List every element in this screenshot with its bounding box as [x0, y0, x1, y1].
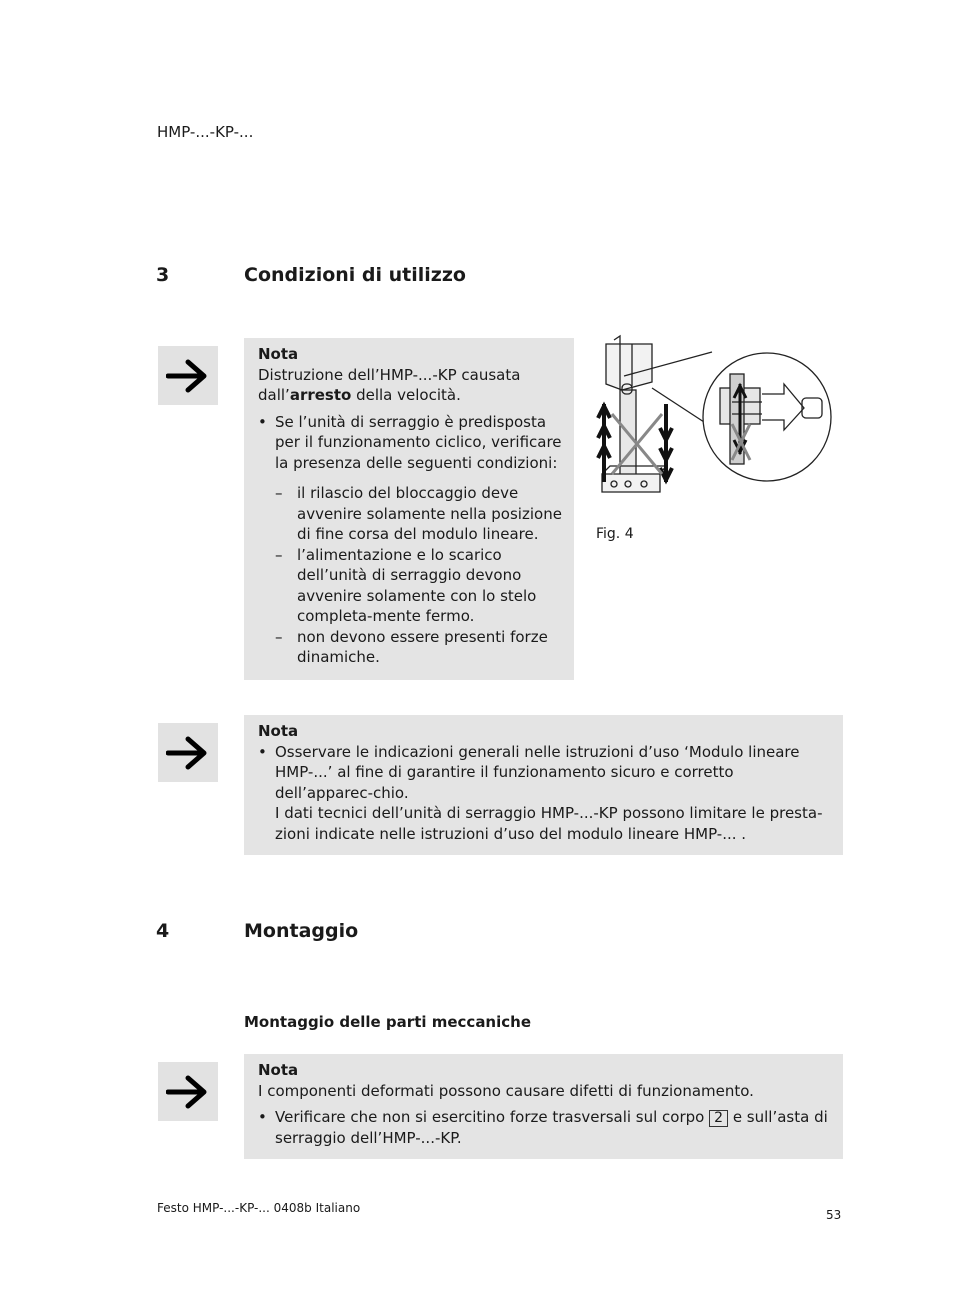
dash-list — [258, 483, 564, 668]
note-text: I dati tecnici dell’unità di serraggio HMP-...-KP possono limitare le presta-zioni indicate nelle istruzioni d’uso del modulo lineare HMP-... . — [275, 804, 823, 843]
note-text: • Osservare le indicazioni generali nelle istruzioni d’uso ‘Modulo lineare HMP-...’ al fine di garantire il funzionamento sicuro e corretto dell’apparec-chio. — [275, 742, 800, 802]
running-header: HMP-...-KP-... — [157, 123, 254, 141]
note-arrow-icon — [158, 1062, 218, 1121]
clamping-unit-drawing — [592, 334, 842, 504]
dash-item: – l’alimentazione e lo scarico dell’unità di serraggio devono avvenire solamente con lo stelo completa-mente fermo. — [258, 545, 564, 627]
bullet-item: • Verificare che non si esercitino forze trasversali sul corpo 2 e sull’asta di serraggio dell’HMP-...-KP. — [258, 1107, 833, 1148]
section-number: 3 — [156, 264, 170, 286]
page-number: 53 — [826, 1208, 842, 1222]
footer-text: Festo HMP-...-KP-... 0408b Italiano — [157, 1201, 361, 1215]
bullet-item — [258, 742, 833, 845]
dash-item: – non devono essere presenti forze dinamiche. — [258, 627, 564, 668]
note-text: dall’arresto della velocità. — [258, 386, 461, 404]
section-title: Montaggio — [244, 920, 359, 942]
emphasis: arresto — [289, 386, 352, 404]
section-title: Condizioni di utilizzo — [244, 264, 466, 286]
note-box — [244, 715, 843, 855]
part-reference: 2 — [709, 1110, 728, 1127]
section-number: 4 — [156, 920, 170, 942]
note-title: Nota — [258, 722, 299, 740]
note-box — [244, 338, 574, 680]
figure-caption: Fig. 4 — [596, 526, 634, 542]
note-arrow-icon — [158, 346, 218, 405]
bullet-item: • Se l’unità di serraggio è predisposta per il funzionamento ciclico, verificare la presenza delle seguenti condizioni: — [258, 412, 564, 474]
dash-item: – il rilascio del bloccaggio deve avvenire solamente nella posizione di fine corsa del modulo lineare. — [258, 483, 564, 545]
note-text: Distruzione dell’HMP-...-KP causata — [258, 365, 521, 384]
note-arrow-icon — [158, 723, 218, 782]
subsection-title: Montaggio delle parti meccaniche — [244, 1013, 531, 1031]
note-title: Nota — [258, 345, 299, 363]
note-text: I componenti deformati possono causare difetti di funzionamento. — [258, 1081, 754, 1100]
note-box — [244, 1054, 843, 1159]
figure-drawing — [592, 334, 842, 504]
note-title: Nota — [258, 1061, 299, 1079]
